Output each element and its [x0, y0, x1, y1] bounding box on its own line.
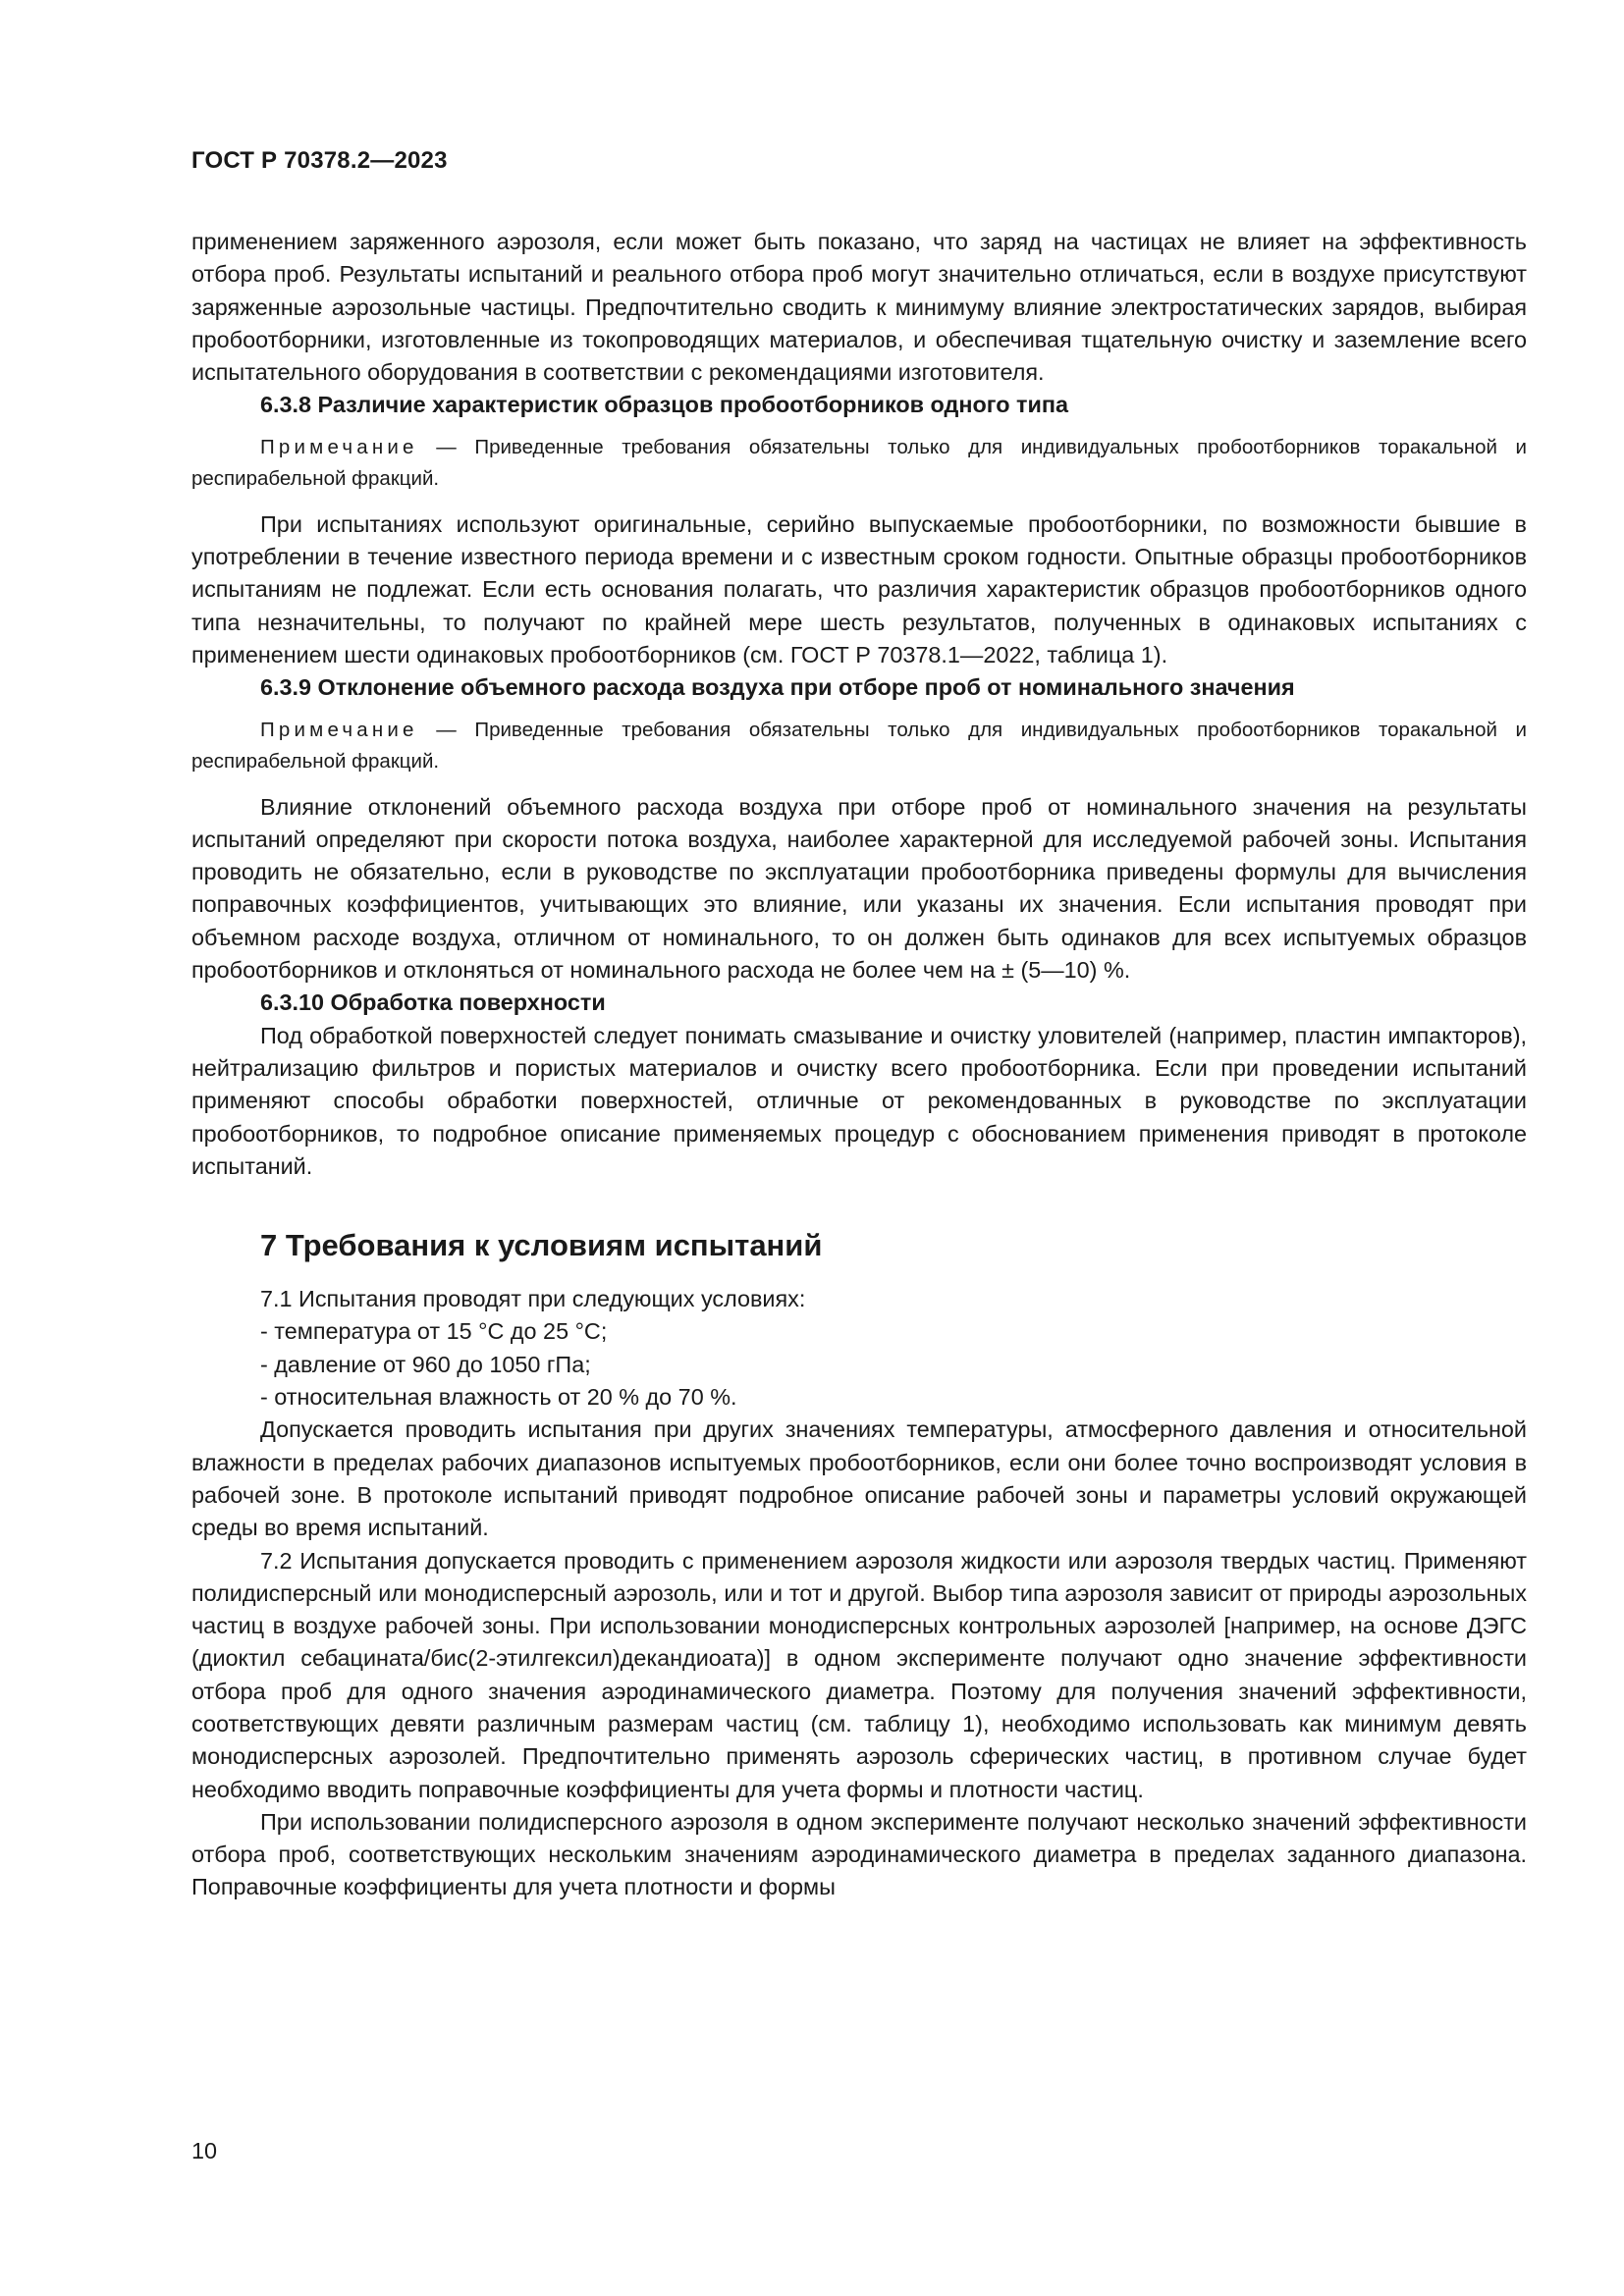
paragraph-6-3-8: При испытаниях используют оригинальные, серийно выпускаемые пробоотборники, по возможности бывшие в употреблении в течение известного периода времени и с известным сроком годности. Опытные образцы пробоотборников испытаниям не подлежат. Если есть основания полагать, что различия характеристик образцов пробоотборников одного типа незначительны, то получают по крайней мере шесть результатов, полученных в одинаковых испытаниях с применением шести одинаковых пробоотборников (см. ГОСТ Р 70378.1—2022, таблица 1).: [191, 510, 1527, 667]
note-label: Примечание: [260, 718, 418, 741]
list-item-temperature: - температура от 15 °С до 25 °С;: [260, 1318, 608, 1345]
paragraph-6-3-10: Под обработкой поверхностей следует понимать смазывание и очистку уловителей (например, пластин импакторов), нейтрализацию фильтров и пористых материалов и очистку всего пробоотборника. Если при проведении испытаний применяют способы обработки поверхностей, отличные от рекомендованных в руководстве по эксплуатации пробоотборников, то подробное описание применяемых процедур с обоснованием применения приводят в протоколе испытаний.: [191, 1022, 1527, 1179]
page-content: [191, 147, 1527, 1904]
paragraph-7-2: 7.2 Испытания допускается проводить с применением аэрозоля жидкости или аэрозоля твердых частиц. Применяют полидисперсный или монодисперсный аэрозоль, или и тот и другой. Выбор типа аэрозоля зависит от природы аэрозольных частиц в воздухе рабочей зоны. При использовании монодисперсных контрольных аэрозолей [например, на основе ДЭГС (диоктил себацината/бис(2-этилгексил)декандиоата)] в одном эксперименте получают одно значение эффективности отбора проб для одного значения аэродинамического диаметра. Поэтому для получения значений эффективности, соответствующих девяти различным размерам частиц (см. таблицу 1), необходимо использовать как минимум девять монодисперсных аэрозолей. Предпочтительно применять аэрозоль сферических частиц, в противном случае будет необходимо вводить поправочные коэффициенты для учета формы и плотности частиц.: [191, 1547, 1527, 1802]
paragraph-7-2-polydisperse: При использовании полидисперсного аэрозоля в одном эксперименте получают несколько значений эффективности отбора проб, соответствующих нескольким значениям аэродинамического диаметра в пределах заданного диапазона. Поправочные коэффициенты для учета плотности и формы: [191, 1808, 1527, 1900]
note-text: — Приведенные требования обязательны только для индивидуальных пробоотборников торакальной и респирабельной фракций.: [191, 718, 1527, 773]
document-header: ГОСТ Р 70378.2—2023: [191, 147, 448, 174]
note-label: Примечание: [260, 435, 418, 458]
paragraph-continuation: применением заряженного аэрозоля, если может быть показано, что заряд на частицах не влияет на эффективность отбора проб. Результаты испытаний и реального отбора проб могут значительно отличаться, если в воздухе присутствуют заряженные аэрозольные частицы. Предпочтительно сводить к минимуму влияние электростатических зарядов, выбирая пробоотборники, изготовленные из токопроводящих материалов, и обеспечивая тщательную очистку и заземление всего испытательного оборудования в соответствии с рекомендациями изготовителя.: [191, 229, 1527, 386]
heading-6-3-9: 6.3.9 Отклонение объемного расхода воздуха при отборе проб от номинального значения: [260, 674, 1295, 701]
paragraph-6-3-9: Влияние отклонений объемного расхода воздуха при отборе проб от номинального значения на результаты испытаний определяют при скорости потока воздуха, наиболее характерной для исследуемой рабочей зоны. Испытания проводить не обязательно, если в руководстве по эксплуатации пробоотборника приведены формулы для вычисления поправочных коэффициентов, учитывающих это влияние, или указаны их значения. Если испытания проводят при объемном расходе воздуха, отличном от номинального, то он должен быть одинаков для всех испытуемых образцов пробоотборников и отклоняться от номинального расхода не более чем на ± (5—10) %.: [191, 793, 1527, 984]
note-6-3-9: [191, 715, 1527, 777]
page-number: 10: [191, 2138, 218, 2163]
note-6-3-8: [191, 432, 1527, 495]
list-item-humidity: - относительная влажность от 20 % до 70 %.: [260, 1384, 737, 1411]
list-item-pressure: - давление от 960 до 1050 гПа;: [260, 1351, 591, 1377]
note-text: — Приведенные требования обязательны только для индивидуальных пробоотборников торакальной и респирабельной фракций.: [191, 435, 1527, 490]
paragraph-7-1-conditions: Допускается проводить испытания при других значениях температуры, атмосферного давления и относительной влажности в пределах рабочих диапазонов испытуемых пробоотборников, если они более точно воспроизводят условия в рабочей зоне. В протоколе испытаний приводят подробное описание рабочей зоны и параметры условий окружающей среды во время испытаний.: [191, 1416, 1527, 1541]
heading-6-3-10: 6.3.10 Обработка поверхности: [260, 989, 606, 1016]
heading-6-3-8: 6.3.8 Различие характеристик образцов пробоотборников одного типа: [260, 392, 1068, 418]
heading-section-7: 7 Требования к условиям испытаний: [260, 1228, 823, 1263]
paragraph-7-1: 7.1 Испытания проводят при следующих условиях:: [260, 1286, 806, 1312]
